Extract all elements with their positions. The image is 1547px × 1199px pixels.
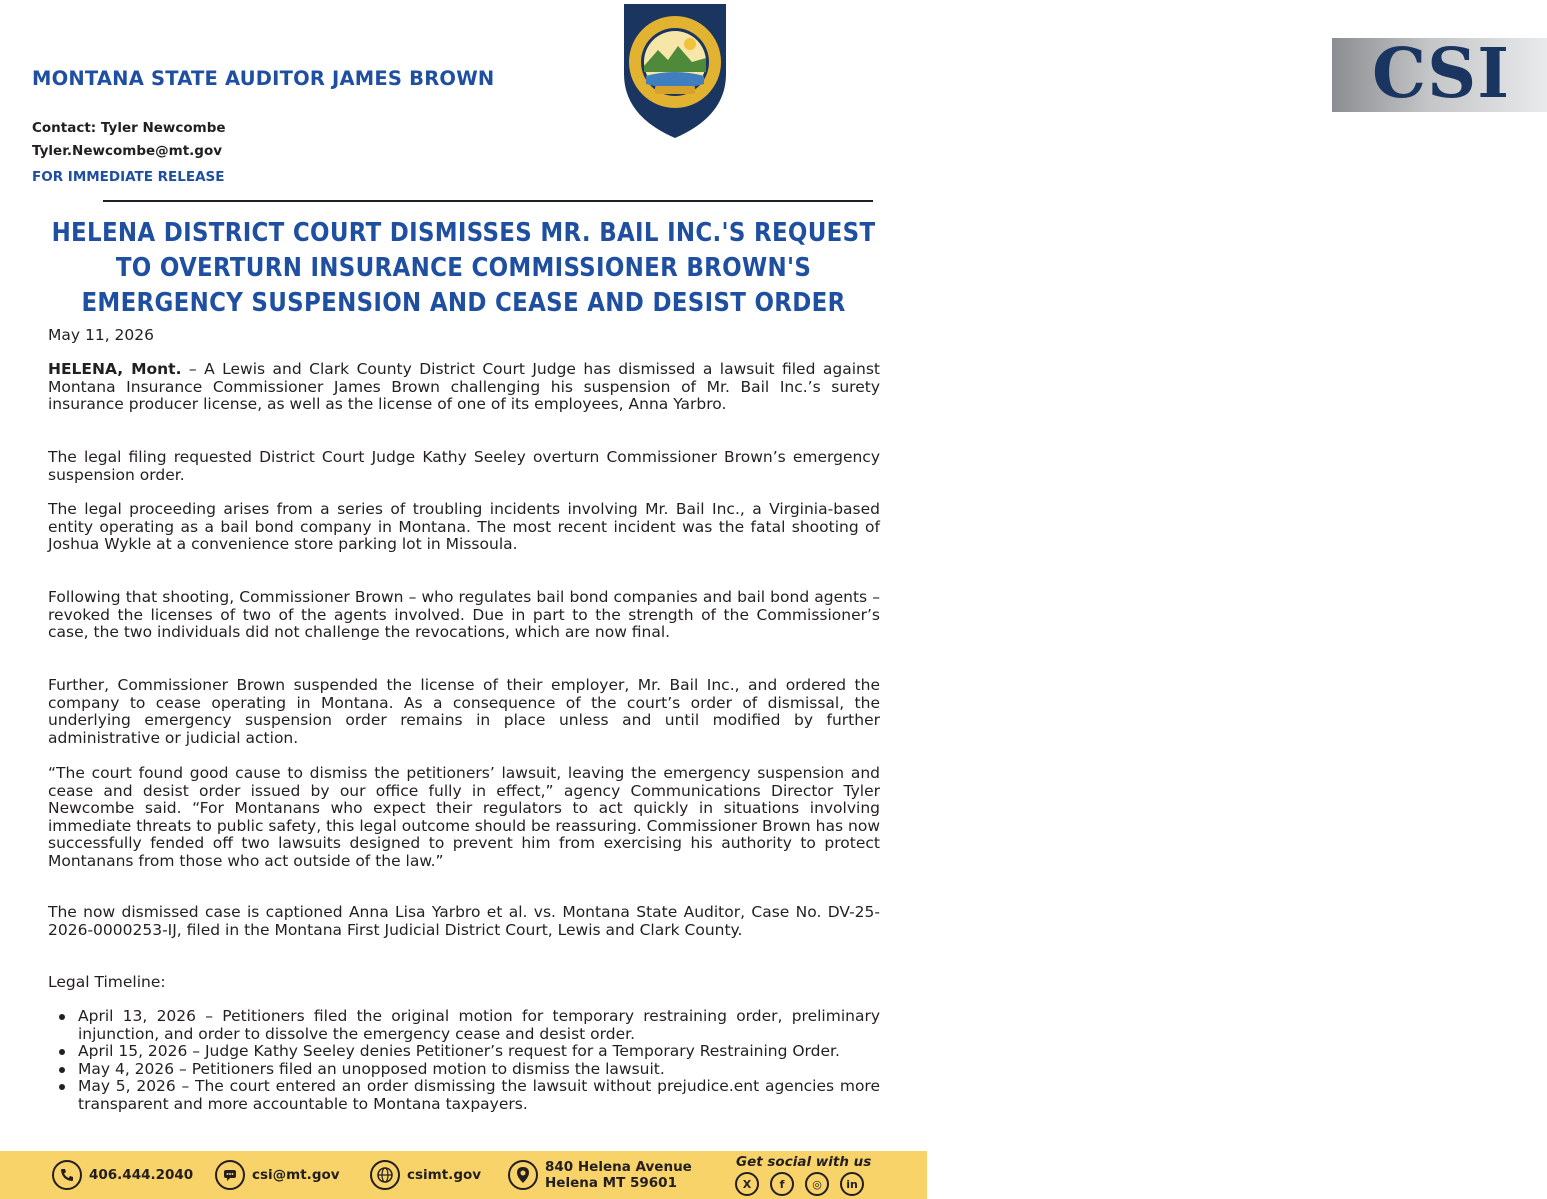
timeline-item: May 4, 2026 – Petitioners filed an unopposed motion to dismiss the lawsuit.	[78, 1061, 880, 1079]
timeline-item: May 5, 2026 – The court entered an order dismissing the lawsuit without prejudice.ent agencies more transparent and more accountable to Montana taxpayers.	[78, 1077, 880, 1113]
header-divider	[103, 200, 873, 202]
headline-line: HELENA DISTRICT COURT DISMISSES MR. BAIL INC.'S REQUEST	[51, 218, 876, 248]
social-title: Get social with us	[736, 1154, 872, 1170]
footer-email[interactable]	[215, 1151, 340, 1199]
org-title: MONTANA STATE AUDITOR JAMES BROWN	[32, 67, 495, 90]
linkedin-icon[interactable]: in	[840, 1172, 864, 1196]
phone-number: 406.444.2040	[89, 1167, 194, 1183]
address-line-1: 840 Helena Avenue	[545, 1159, 692, 1175]
globe-icon	[370, 1160, 400, 1190]
paragraph-6-quote: “The court found good cause to dismiss the petitioners’ lawsuit, leaving the emergency suspension and cease and desist order issued by our office fully in effect,” agency Communications Director Tyler Newcombe said. “For Montanans who expect their regulators to act quickly in situations involving immediate threats to public safety, this legal outcome should be reassuring. Commissioner Brown has now successfully fended off two lawsuits designed to prevent him from exercising his authority to protect Montanans from those who act outside of the law.”	[48, 764, 880, 870]
paragraph-1	[48, 361, 880, 414]
chat-icon	[215, 1160, 245, 1190]
address	[545, 1159, 692, 1191]
headline-line: TO OVERTURN INSURANCE COMMISSIONER BROWN'S	[115, 253, 812, 283]
website: csimt.gov	[407, 1167, 482, 1183]
paragraph-4: Following that shooting, Commissioner Brown – who regulates bail bond companies and bail bond agents – revoked the licenses of two of the agents involved. Due in part to the strength of the Commissioner’s case, the two individuals did not challenge the revocations, which are now final.	[48, 588, 880, 641]
paragraph-2: The legal filing requested District Court Judge Kathy Seeley overturn Commissioner Brown’s emergency suspension order.	[48, 448, 880, 484]
logo-text: CSI	[1372, 34, 1511, 114]
instagram-icon[interactable]: ◎	[805, 1172, 829, 1196]
paragraph-7: The now dismissed case is captioned Anna Lisa Yarbro et al. vs. Montana State Auditor, Case No. DV-25-2026-0000253-IJ, filed in the Montana First Judicial District Court, Lewis and Clark County.	[48, 903, 880, 939]
email-address: csi@mt.gov	[252, 1167, 340, 1183]
timeline-item: April 15, 2026 – Judge Kathy Seeley denies Petitioner’s request for a Temporary Restraining Order.	[78, 1043, 880, 1061]
footer-bar	[0, 1151, 927, 1199]
headline	[20, 216, 907, 321]
x-icon[interactable]: X	[735, 1172, 759, 1196]
headline-line: EMERGENCY SUSPENSION AND CEASE AND DESIST ORDER	[81, 288, 846, 318]
facebook-icon[interactable]: f	[770, 1172, 794, 1196]
csi-logo	[620, 0, 1511, 140]
paragraph-3: The legal proceeding arises from a series of troubling incidents involving Mr. Bail Inc., a Virginia-based entity operating as a bail bond company in Montana. The most recent incident was the fatal shooting of Joshua Wykle at a convenience store parking lot in Missoula.	[48, 500, 880, 553]
release-date: May 11, 2026	[48, 326, 154, 344]
timeline-list	[78, 1008, 880, 1113]
phone-icon	[52, 1160, 82, 1190]
release-label: FOR IMMEDIATE RELEASE	[32, 169, 225, 185]
footer-address	[508, 1151, 692, 1199]
timeline-label: Legal Timeline:	[48, 973, 166, 991]
footer-website[interactable]	[370, 1151, 481, 1199]
timeline-item: April 13, 2026 – Petitioners filed the original motion for temporary restraining order, preliminary injunction, and order to dissolve the emergency cease and desist order.	[78, 1007, 880, 1043]
seal-shield-icon	[620, 0, 730, 140]
location-pin-icon	[508, 1160, 538, 1190]
contact-email[interactable]: Tyler.Newcombe@mt.gov	[32, 143, 223, 159]
dateline: HELENA, Mont.	[48, 360, 182, 378]
address-line-2: Helena MT 59601	[545, 1175, 677, 1191]
paragraph-1-text: – A Lewis and Clark County District Court Judge has dismissed a lawsuit filed against Montana Insurance Commissioner James Brown challenging his suspension of Mr. Bail Inc.’s surety insurance producer license, as well as the license of one of its employees, Anna Yarbro.	[48, 360, 880, 413]
paragraph-5: Further, Commissioner Brown suspended the license of their employer, Mr. Bail Inc., and ordered the company to cease operating in Montana. As a consequence of the court’s order of dismissal, the underlying emergency suspension order remains in place unless and until modified by further administrative or judicial action.	[48, 676, 880, 747]
footer-phone[interactable]	[52, 1151, 193, 1199]
contact-name: Contact: Tyler Newcombe	[32, 120, 226, 136]
